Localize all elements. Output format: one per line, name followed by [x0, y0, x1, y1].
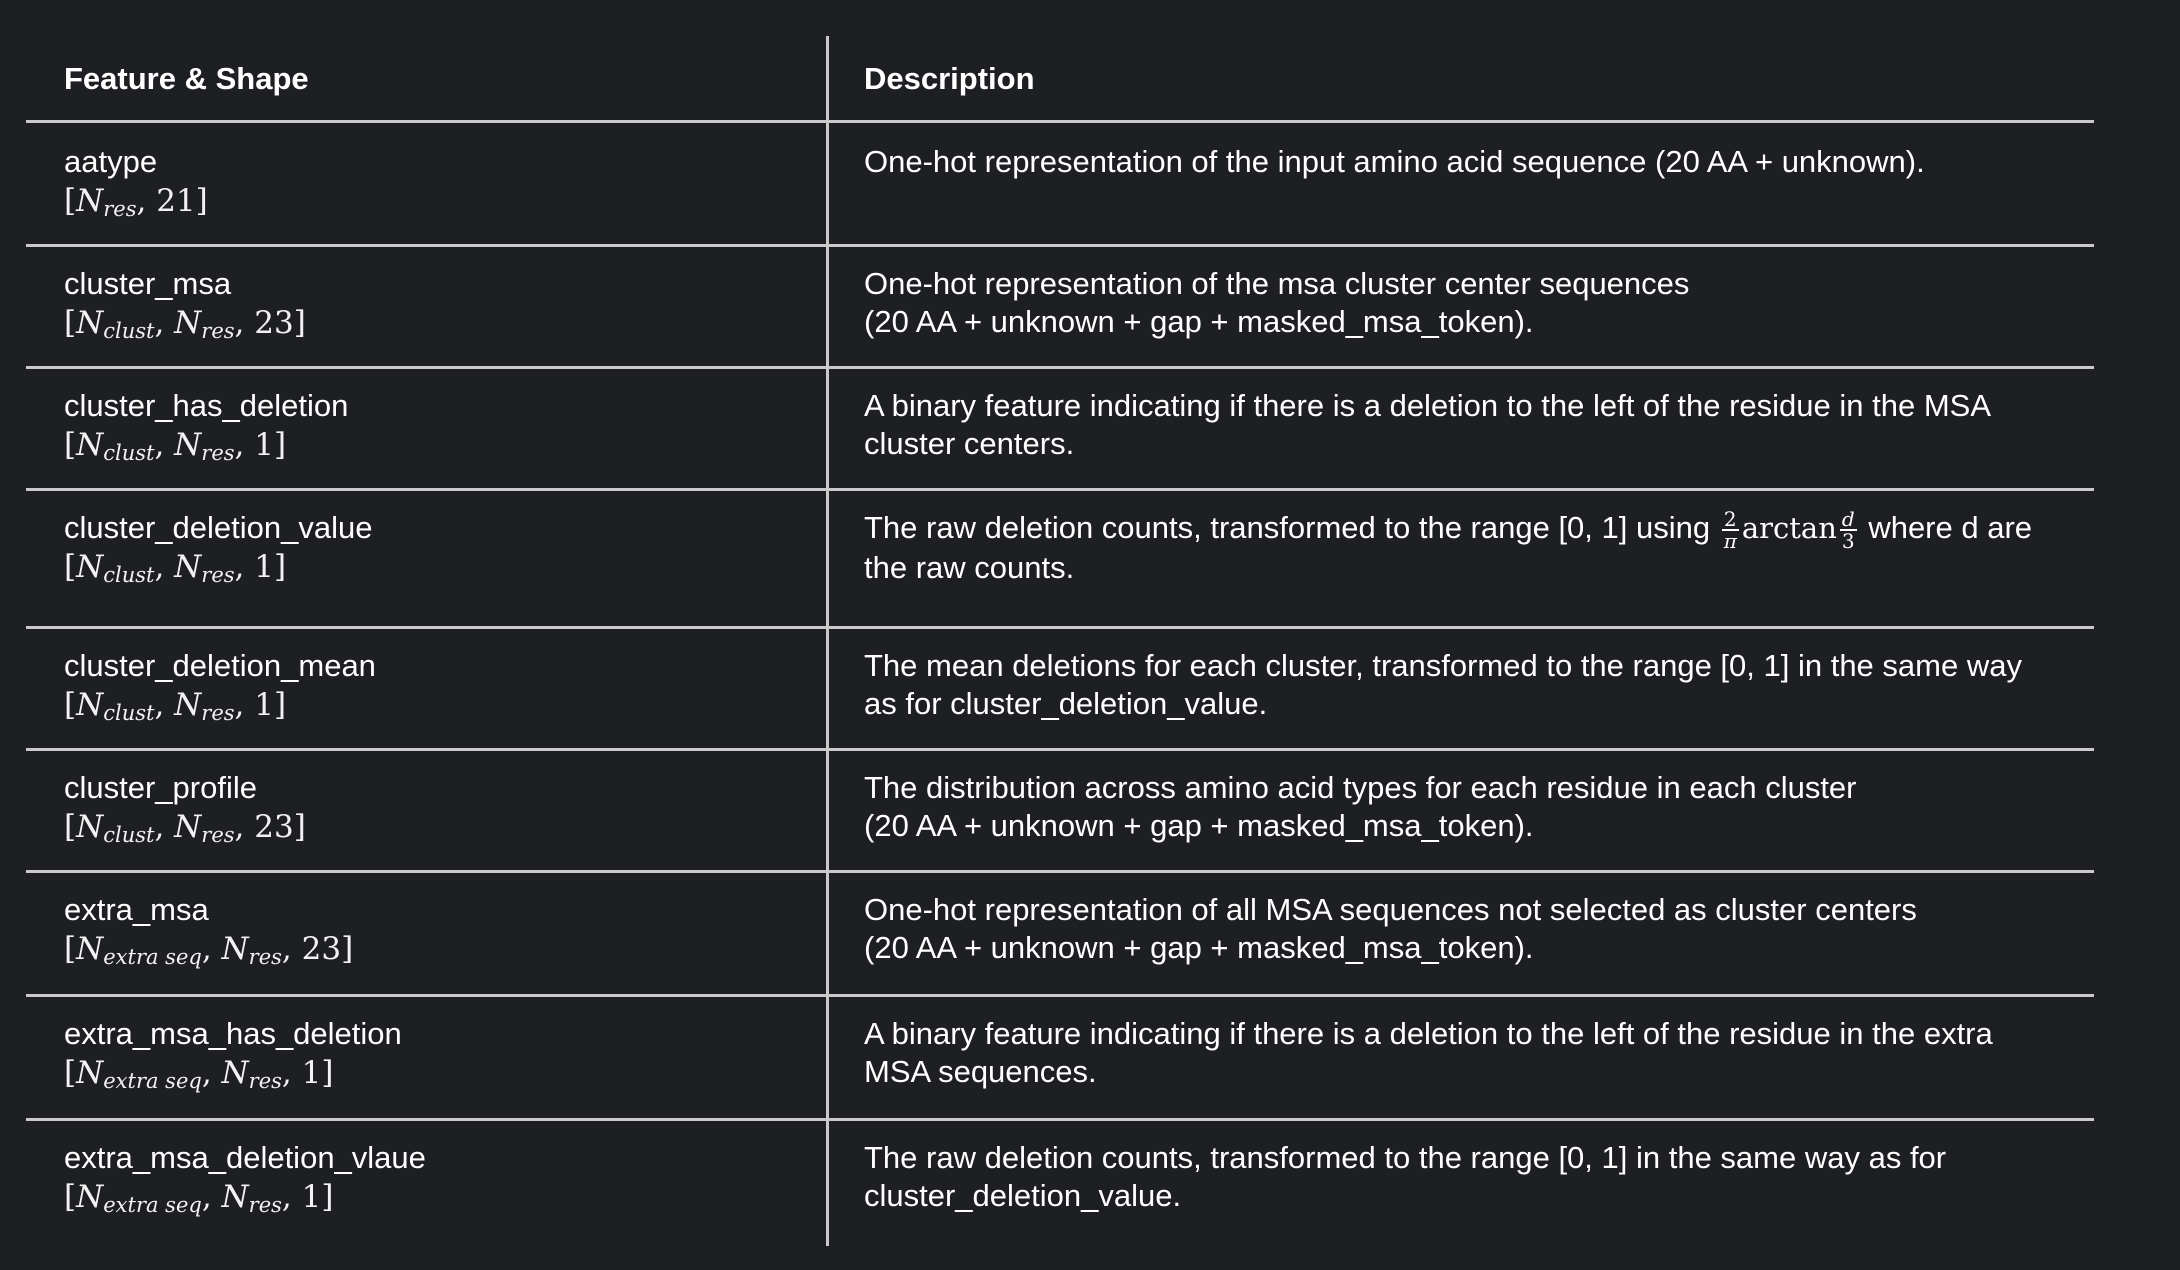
table-row: [26, 627, 2094, 749]
feature-table: [26, 36, 2094, 1248]
description-cell: [864, 503, 2064, 587]
feature-shape: [$N_{clust}$, $N_{res}$, 23]: [64, 305, 306, 343]
table-row: [26, 245, 2094, 367]
table-row: [26, 1119, 2094, 1246]
feature-shape: [$N_{clust}$, $N_{res}$, 1]: [64, 549, 287, 587]
description-line: MSA sequences.: [864, 1054, 1097, 1089]
description-cell: [864, 143, 2064, 181]
row-rule: [26, 748, 2094, 751]
feature-name: extra_msa_deletion_vlaue: [64, 1140, 426, 1175]
description-cell: [864, 647, 2064, 723]
table-row: [26, 367, 2094, 489]
feature-shape: [$N_{res}$, 21]: [64, 183, 208, 221]
feature-name: cluster_deletion_value: [64, 510, 373, 545]
arctan-function: arctan: [1741, 511, 1837, 545]
feature-cell: [64, 387, 804, 465]
header-feature-shape: Feature & Shape: [64, 61, 309, 96]
description-line: The raw deletion counts, transformed to the range [0, 1] in the same way as for: [864, 1140, 1947, 1175]
feature-name: aatype: [64, 144, 158, 179]
feature-cell: [64, 143, 804, 221]
header-description: Description: [864, 61, 1035, 96]
table-row: [26, 123, 2094, 245]
row-rule: [26, 994, 2094, 997]
description-cell: [864, 387, 2064, 463]
row-rule: [26, 626, 2094, 629]
description-line: (20 AA + unknown + gap + masked_msa_token).: [864, 304, 1534, 339]
feature-cell: [64, 769, 804, 847]
description-line: A binary feature indicating if there is a deletion to the left of the residue in the MSA: [864, 388, 1992, 423]
feature-cell: [64, 891, 804, 969]
feature-name: cluster_has_deletion: [64, 388, 349, 423]
description-cell: [864, 265, 2064, 341]
row-rule: [26, 1118, 2094, 1121]
feature-cell: [64, 509, 804, 587]
description-line: cluster_deletion_value.: [864, 1178, 1182, 1213]
description-line: One-hot representation of the input amino acid sequence (20 AA + unknown).: [864, 144, 1925, 179]
description-line: A binary feature indicating if there is a deletion to the left of the residue in the extra: [864, 1016, 1993, 1051]
description-cell: [864, 769, 2064, 845]
table-row: [26, 749, 2094, 871]
feature-cell: [64, 265, 804, 343]
feature-cell: [64, 1015, 804, 1093]
row-rule: [26, 488, 2094, 491]
feature-shape: [$N_{extra seq}$, $N_{res}$, 23]: [64, 931, 354, 969]
description-line: (20 AA + unknown + gap + masked_msa_token).: [864, 808, 1534, 843]
feature-shape: [$N_{extra seq}$, $N_{res}$, 1]: [64, 1055, 334, 1093]
description-line: The mean deletions for each cluster, transformed to the range [0, 1] in the same way: [864, 648, 2022, 683]
description-line: The distribution across amino acid types for each residue in each cluster: [864, 770, 1857, 805]
description-line: as for cluster_deletion_value.: [864, 686, 1268, 721]
description-cell: [864, 891, 2064, 967]
fraction-d-over-three: $\frac{d}{3}$: [1841, 506, 1855, 553]
description-line-with-formula: The raw deletion counts, transformed to the range [0, 1] using $\frac{2}{\pi}$ arctan $\frac{d}{3}$ where d are: [864, 506, 2033, 553]
feature-name: extra_msa: [64, 892, 209, 927]
description-line: the raw counts.: [864, 550, 1075, 585]
description-cell: [864, 1015, 2064, 1091]
row-rule: [26, 366, 2094, 369]
description-line: One-hot representation of all MSA sequences not selected as cluster centers: [864, 892, 1917, 927]
description-line: One-hot representation of the msa cluster center sequences: [864, 266, 1690, 301]
description-cell: [864, 1139, 2064, 1215]
feature-shape: [$N_{extra seq}$, $N_{res}$, 1]: [64, 1179, 334, 1217]
row-rule: [26, 870, 2094, 873]
feature-cell: [64, 1139, 804, 1217]
feature-shape: [$N_{clust}$, $N_{res}$, 23]: [64, 809, 306, 847]
feature-name: cluster_msa: [64, 266, 232, 301]
feature-shape: [$N_{clust}$, $N_{res}$, 1]: [64, 427, 287, 465]
feature-shape: [$N_{clust}$, $N_{res}$, 1]: [64, 687, 287, 725]
row-rule: [26, 244, 2094, 247]
description-line: (20 AA + unknown + gap + masked_msa_token).: [864, 930, 1534, 965]
feature-cell: [64, 647, 804, 725]
table-row: [26, 995, 2094, 1119]
fraction-two-over-pi: $\frac{2}{\pi}$: [1723, 506, 1737, 553]
table-row: [26, 489, 2094, 627]
table-row: [26, 871, 2094, 995]
feature-name: cluster_deletion_mean: [64, 648, 376, 683]
feature-name: cluster_profile: [64, 770, 257, 805]
feature-name: extra_msa_has_deletion: [64, 1016, 402, 1051]
description-line: cluster centers.: [864, 426, 1075, 461]
